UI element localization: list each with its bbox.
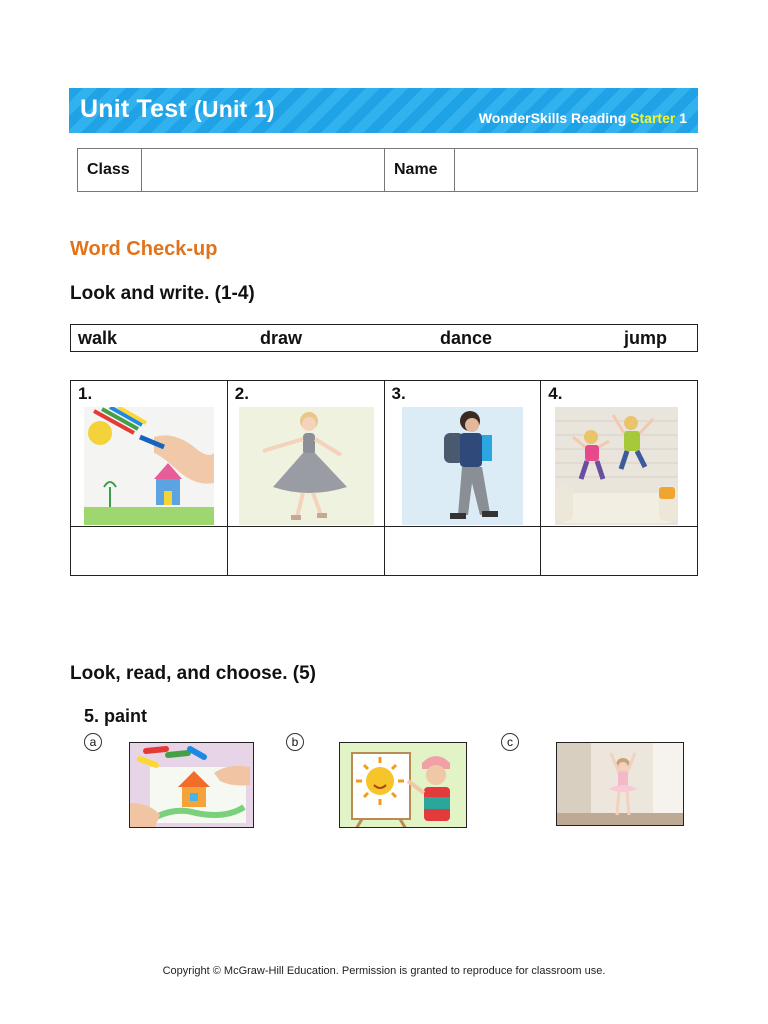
choice-a-marker[interactable]: a [84, 733, 102, 751]
answer-box-2[interactable] [227, 527, 384, 576]
choice-a-picture[interactable] [129, 742, 254, 828]
word-bank-item: dance [440, 328, 493, 348]
choice-b-picture[interactable] [339, 742, 467, 828]
answer-box-1[interactable] [71, 527, 228, 576]
answer-box-4[interactable] [541, 527, 698, 576]
instruction-look-read-choose: Look, read, and choose. (5) [70, 663, 316, 684]
item-cell-1 [71, 381, 228, 527]
dancing-picture [239, 407, 374, 525]
student-info-table [77, 148, 698, 192]
choice-c-picture[interactable] [556, 742, 684, 826]
item-number: 2. [234, 384, 249, 403]
header-banner [69, 88, 698, 133]
item-number: 4. [548, 384, 563, 403]
name-field[interactable] [455, 149, 698, 192]
item-cell-3 [384, 381, 541, 527]
class-field[interactable] [142, 149, 385, 192]
jumping-picture [555, 407, 678, 525]
picture-grid [70, 380, 698, 576]
section-title: Word Check-up [70, 238, 218, 260]
answer-box-3[interactable] [384, 527, 541, 576]
copyright-footer: Copyright © McGraw-Hill Education. Permission is granted to reproduce for classroom use. [162, 965, 606, 977]
choice-c-marker[interactable]: c [501, 733, 519, 751]
word-bank [70, 324, 698, 352]
title-text: Unit Test [80, 95, 187, 123]
question-5-prompt: 5. paint [84, 706, 148, 726]
brand-level: 1 [679, 110, 687, 126]
walking-picture [402, 407, 523, 525]
brand-label [479, 110, 687, 126]
name-label: Name [385, 149, 455, 192]
brand-accent: Starter [630, 110, 676, 126]
word-bank-item: jump [624, 328, 667, 348]
word-bank-item: draw [260, 328, 303, 348]
title-subtitle: (Unit 1) [194, 96, 275, 122]
brand-main: WonderSkills Reading [478, 110, 627, 126]
word-bank-item: walk [78, 328, 118, 348]
choice-b-marker[interactable]: b [286, 733, 304, 751]
instruction-look-write: Look and write. (1-4) [70, 283, 255, 304]
drawing-picture [84, 407, 214, 525]
test-title [80, 95, 275, 124]
item-number: 1. [78, 384, 93, 403]
class-label: Class [78, 149, 142, 192]
item-cell-4 [541, 381, 698, 527]
item-number: 3. [391, 384, 406, 403]
item-cell-2 [227, 381, 384, 527]
